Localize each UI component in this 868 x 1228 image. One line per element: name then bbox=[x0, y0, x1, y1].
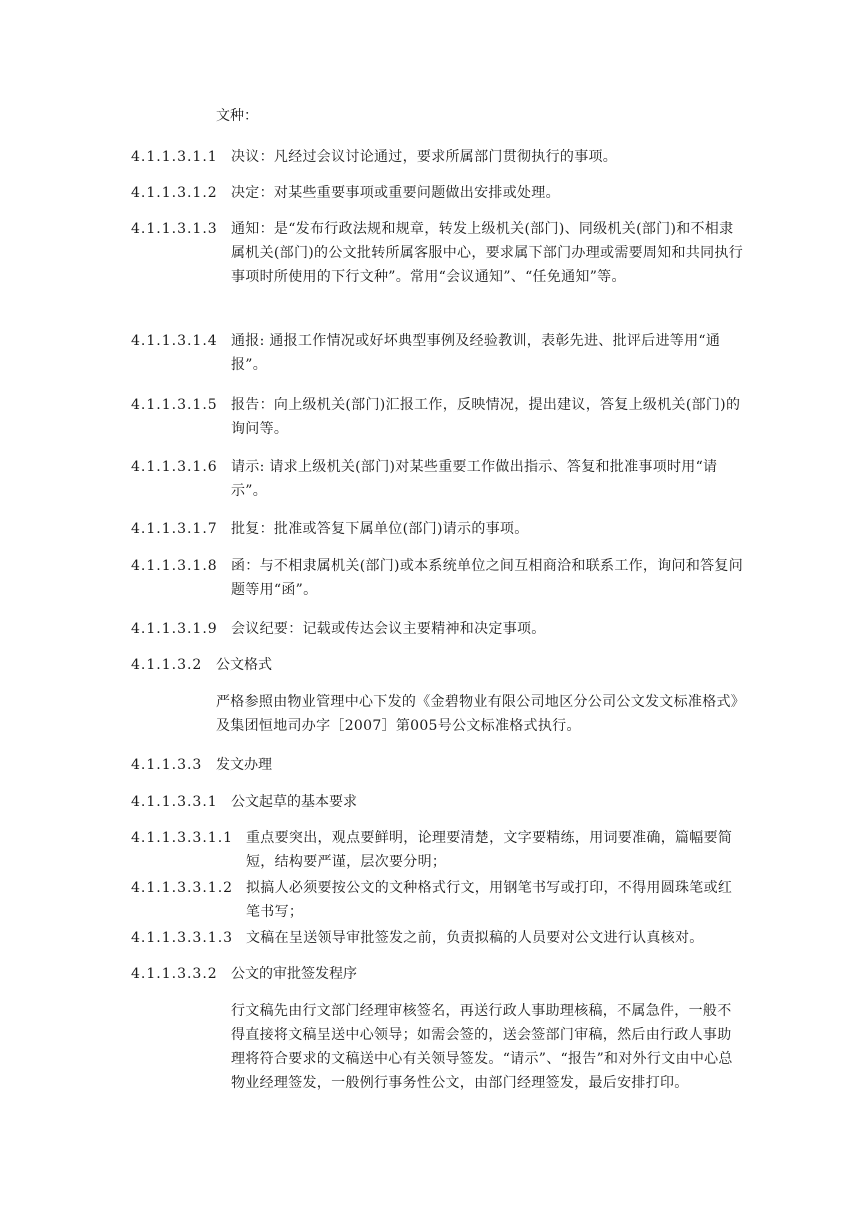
item-number: 4.1.1.3.1.7 bbox=[131, 521, 218, 537]
item-number: 4.1.1.3.1.2 bbox=[131, 185, 218, 201]
item-text: 文稿在呈送领导审批签发之前，负责拟稿的人员要对公文进行认真核对。 bbox=[246, 930, 704, 946]
item-text: 函：与不相隶属机关(部门)或本系统单位之间互相商洽和联系工作，询问和答复问题等用“函”。 bbox=[231, 558, 744, 598]
item-text: 决议：凡经过会议讨论通过，要求所属部门贯彻执行的事项。 bbox=[231, 149, 618, 165]
section-number: 4.1.1.3.2 bbox=[131, 657, 203, 673]
section-title: 公文格式 bbox=[216, 657, 272, 673]
item-number: 4.1.1.3.1.5 bbox=[131, 397, 218, 413]
item-number: 4.1.1.3.3.1.3 bbox=[131, 930, 234, 946]
item-number: 4.1.1.3.1.9 bbox=[131, 621, 218, 637]
item-text: 通报: 通报工作情况或好坏典型事例及经验教训，表彰先进、批评后进等用“通报”。 bbox=[231, 333, 721, 373]
item-text: 拟搞人必须要按公文的文种格式行文，用钢笔书写或打印，不得用圆珠笔或红笔书写； bbox=[246, 880, 733, 920]
item-number: 4.1.1.3.1.3 bbox=[131, 221, 218, 237]
item-number: 4.1.1.3.3.1.2 bbox=[131, 880, 234, 896]
section-title: 发文办理 bbox=[216, 757, 272, 773]
item-text: 通知：是“发布行政法规和规章，转发上级机关(部门)、同级机关(部门)和不相隶属机关(部门)的公文批转所属客服中心，要求属下部门办理或需要周知和共同执行事项时所使用的下行文种”。常用“会议通知”、“任免通知”等。 bbox=[231, 221, 744, 285]
item-number: 4.1.1.3.1.8 bbox=[131, 558, 218, 574]
item-text: 批复：批准或答复下属单位(部门)请示的事项。 bbox=[231, 521, 529, 537]
item-text: 重点要突出，观点要鲜明，论理要清楚，文字要精练，用词要准确，篇幅要简短，结构要严谨，层次要分明； bbox=[246, 830, 733, 870]
intro-line: 文种： bbox=[216, 108, 258, 124]
paragraph: 严格参照由物业管理中心下发的《金碧物业有限公司地区分公司公文发文标准格式》及集团恒地司办字［2007］第005号公文标准格式执行。 bbox=[216, 694, 739, 734]
section-title: 公文起草的基本要求 bbox=[231, 794, 357, 810]
paragraph: 行文稿先由行文部门经理审核签名，再送行政人事助理核稿，不属急件，一般不得直接将文稿呈送中心领导；如需会签的，送会签部门审稿，然后由行政人事助理将符合要求的文稿送中心有关领导签发。“请示”、“报告”和对外行文由中心总物业经理签发，一般例行事务性公文，由部门经理签发，最后安排打印。 bbox=[231, 1003, 733, 1091]
item-text: 请示: 请求上级机关(部门)对某些重要工作做出指示、答复和批准事项时用“请示”。 bbox=[231, 459, 718, 499]
item-number: 4.1.1.3.1.4 bbox=[131, 333, 218, 349]
section-number: 4.1.1.3.3.2 bbox=[131, 966, 218, 982]
item-text: 会议纪要：记载或传达会议主要精神和决定事项。 bbox=[231, 621, 546, 637]
item-text: 报告：向上级机关(部门)汇报工作，反映情况，提出建议，答复上级机关(部门)的询问等。 bbox=[231, 397, 741, 437]
section-number: 4.1.1.3.3.1 bbox=[131, 794, 218, 810]
item-number: 4.1.1.3.1.6 bbox=[131, 459, 218, 475]
item-text: 决定：对某些重要事项或重要问题做出安排或处理。 bbox=[231, 185, 560, 201]
section-number: 4.1.1.3.3 bbox=[131, 757, 203, 773]
section-title: 公文的审批签发程序 bbox=[231, 966, 357, 982]
item-number: 4.1.1.3.3.1.1 bbox=[131, 830, 234, 846]
item-number: 4.1.1.3.1.1 bbox=[131, 149, 218, 165]
